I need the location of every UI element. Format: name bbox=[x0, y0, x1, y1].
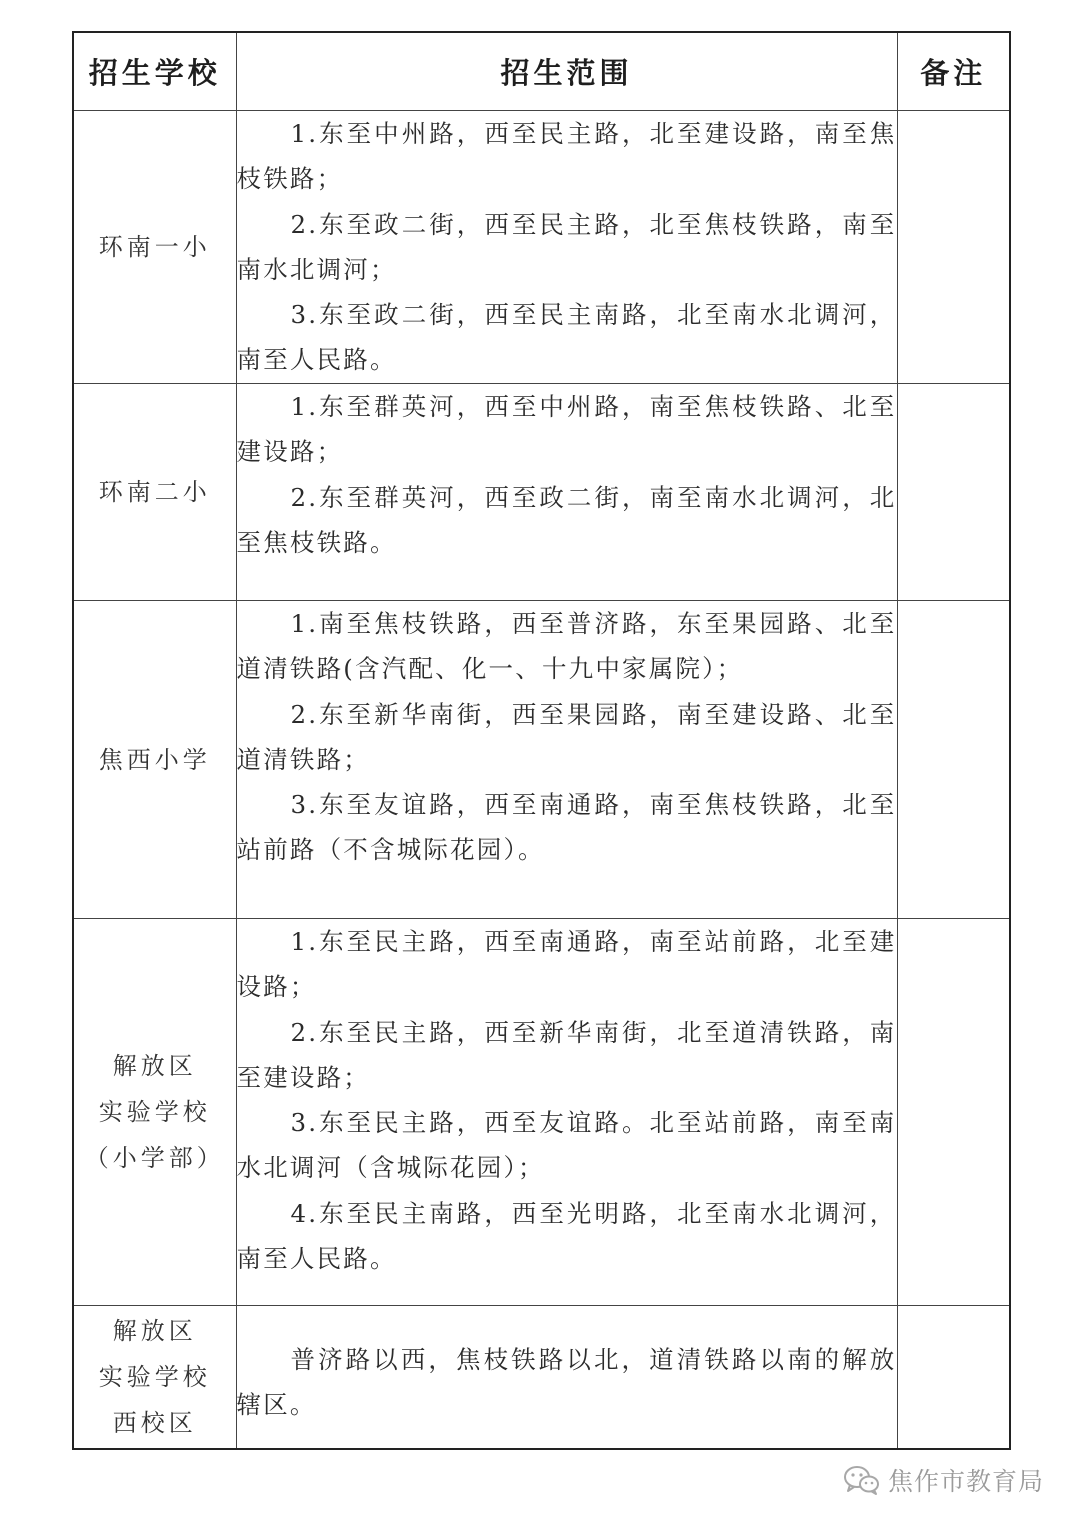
note-cell bbox=[897, 384, 1010, 601]
header-range: 招生范围 bbox=[236, 32, 897, 111]
school-name bbox=[73, 601, 236, 919]
range-item: 3.东至政二街，西至民主南路，北至南水北调河，南至人民路。 bbox=[236, 300, 897, 375]
enrollment-range bbox=[236, 384, 897, 601]
table-row bbox=[73, 1306, 1010, 1449]
enrollment-range bbox=[236, 919, 897, 1306]
enrollment-range bbox=[236, 1306, 897, 1449]
table-row bbox=[73, 601, 1010, 919]
school-name-line: 解放区 bbox=[112, 1316, 197, 1345]
range-item: 3.东至友谊路，西至南通路，南至焦枝铁路，北至站前路（不含城际花园）。 bbox=[236, 790, 897, 865]
watermark bbox=[842, 1463, 1044, 1497]
enrollment-table bbox=[72, 31, 1011, 1450]
range-item: 4.东至民主南路，西至光明路，北至南水北调河，南至人民路。 bbox=[236, 1198, 897, 1274]
note-cell bbox=[897, 601, 1010, 919]
range-item: 1.东至群英河，西至中州路，南至焦枝铁路、北至建设路； bbox=[236, 392, 897, 467]
school-name-line: 环南二小 bbox=[98, 478, 211, 506]
school-name-line: 实验学校 bbox=[98, 1362, 211, 1391]
header-note: 备注 bbox=[897, 32, 1010, 111]
range-item: 1.东至民主路，西至南通路，南至站前路，北至建设路； bbox=[236, 927, 897, 1002]
school-name bbox=[73, 1306, 236, 1449]
watermark-text: 焦作市教育局 bbox=[887, 1467, 1044, 1496]
school-name bbox=[73, 384, 236, 601]
school-name bbox=[73, 111, 236, 384]
school-name-line: （小学部） bbox=[84, 1144, 225, 1172]
school-name-line: 西校区 bbox=[112, 1408, 197, 1437]
note-cell bbox=[897, 1306, 1010, 1449]
range-item: 3.东至民主路，西至友谊路。北至站前路，南至南水北调河（含城际花园）； bbox=[236, 1108, 897, 1183]
range-item: 2.东至民主路，西至新华南街，北至道清铁路，南至建设路； bbox=[236, 1017, 897, 1092]
range-item: 普济路以西，焦枝铁路以北，道清铁路以南的解放辖区。 bbox=[236, 1345, 897, 1420]
range-item: 1.南至焦枝铁路，西至普济路，东至果园路、北至道清铁路(含汽配、化一、十九中家属院）； bbox=[236, 609, 897, 684]
header-row bbox=[73, 32, 1010, 111]
note-cell bbox=[897, 919, 1010, 1306]
enrollment-range bbox=[236, 111, 897, 384]
range-item: 1.东至中州路，西至民主路，北至建设路，南至焦枝铁路； bbox=[236, 119, 897, 194]
note-cell bbox=[897, 111, 1010, 384]
school-name-line: 焦西小学 bbox=[98, 745, 211, 774]
school-name-line: 解放区 bbox=[112, 1052, 197, 1080]
school-name-line: 实验学校 bbox=[98, 1098, 211, 1126]
table-row bbox=[73, 111, 1010, 384]
wechat-icon bbox=[842, 1464, 882, 1496]
range-item: 2.东至群英河，西至政二街，南至南水北调河，北至焦枝铁路。 bbox=[236, 482, 897, 557]
enrollment-range bbox=[236, 601, 897, 919]
table-row bbox=[73, 384, 1010, 601]
school-name bbox=[73, 919, 236, 1306]
range-item: 2.东至政二街，西至民主路，北至焦枝铁路，南至南水北调河； bbox=[236, 209, 897, 284]
range-item: 2.东至新华南街，西至果园路，南至建设路、北至道清铁路； bbox=[236, 699, 897, 774]
school-name-line: 环南一小 bbox=[98, 233, 211, 261]
header-school: 招生学校 bbox=[73, 32, 236, 111]
table-row bbox=[73, 919, 1010, 1306]
